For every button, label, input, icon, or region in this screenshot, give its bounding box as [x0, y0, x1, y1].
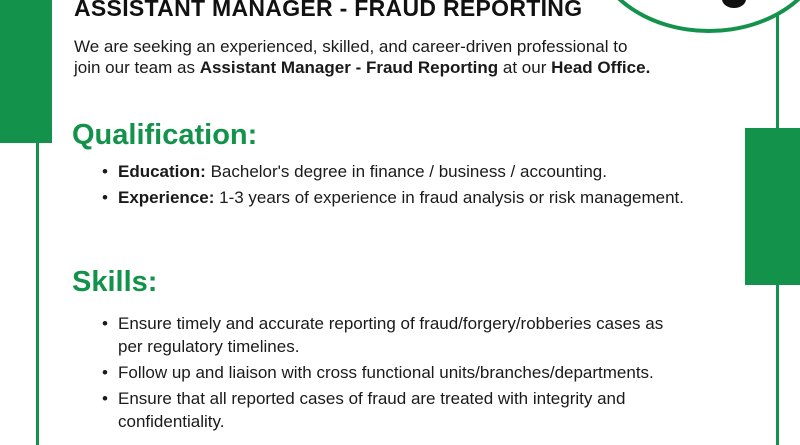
- intro-location: Head Office.: [551, 58, 651, 77]
- item-text: Ensure that all reported cases of fraud are treated with integrity and confidentiality.: [118, 389, 626, 431]
- skills-list: [74, 312, 684, 436]
- bullet-icon: •: [102, 162, 108, 181]
- list-item: [74, 186, 684, 209]
- item-text: 1-3 years of experience in fraud analysis or risk management.: [214, 188, 685, 207]
- bullet-icon: •: [102, 389, 108, 408]
- right-green-block: [745, 128, 800, 285]
- list-item: [74, 160, 684, 183]
- qualification-heading: Qualification:: [72, 119, 258, 151]
- qualification-list: [74, 160, 684, 212]
- left-green-block: [0, 0, 52, 143]
- item-label: Experience:: [118, 188, 215, 207]
- intro-text-2: at our: [498, 58, 552, 77]
- intro-paragraph: [74, 36, 654, 78]
- item-text: Follow up and liaison with cross functional units/branches/departments.: [118, 363, 654, 382]
- list-item: [74, 387, 684, 433]
- bullet-icon: •: [102, 314, 108, 333]
- skills-heading: Skills:: [72, 266, 158, 298]
- item-label: Education:: [118, 162, 206, 181]
- list-item: [74, 312, 684, 358]
- item-text: Bachelor's degree in finance / business / accounting.: [205, 162, 607, 181]
- item-text: Ensure timely and accurate reporting of fraud/forgery/robberies cases as per regulatory timelines.: [118, 314, 664, 356]
- intro-position: Assistant Manager - Fraud Reporting: [199, 58, 499, 77]
- bullet-icon: •: [102, 363, 108, 382]
- decorative-circle: [590, 0, 800, 33]
- bullet-icon: •: [102, 188, 108, 207]
- list-item: [74, 361, 684, 384]
- job-title: ASSISTANT MANAGER - FRAUD REPORTING: [74, 0, 583, 21]
- intro-text-1: We are seeking an experienced, skilled, and career-driven professional to join our team as: [74, 37, 628, 77]
